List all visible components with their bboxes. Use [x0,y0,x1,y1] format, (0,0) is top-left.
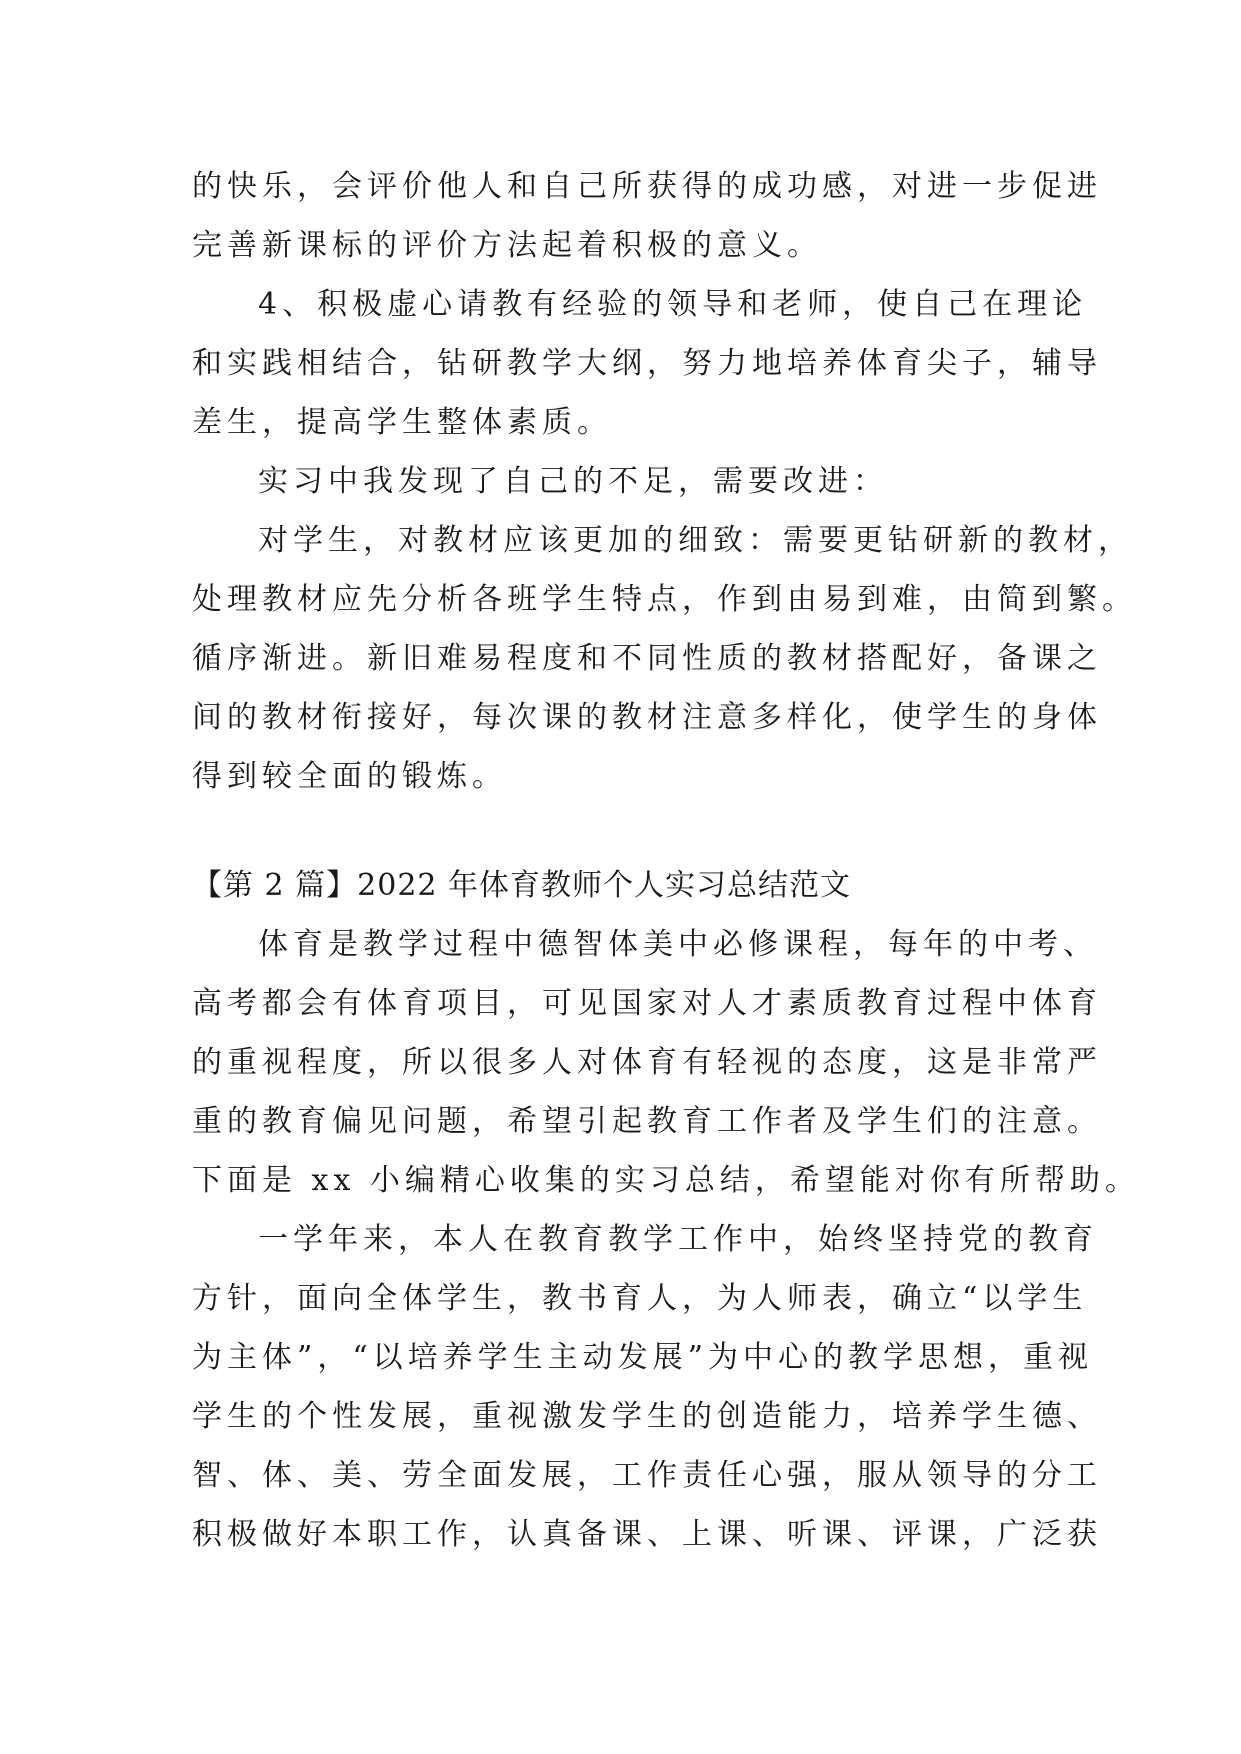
paragraph-line: 和实践相结合，钻研教学大纲，努力地培养体育尖子，辅导 [192,346,1102,381]
paragraph-line: 重的教育偏见问题，希望引起教育工作者及学生们的注意。 [192,1104,1102,1139]
paragraph-line: 方针，面向全体学生，教书育人，为人师表，确立“以学生 [192,1281,1088,1316]
paragraph-line: 体育是教学过程中德智体美中必修课程，每年的中考、 [258,927,1098,962]
paragraph-line: 完善新课标的评价方法起着积极的意义。 [192,228,822,263]
paragraph-line: 4、积极虚心请教有经验的领导和老师，使自己在理论 [258,287,1088,322]
paragraph-line: 处理教材应先分析各班学生特点，作到由易到难，由简到繁。 [192,582,1137,617]
paragraph-line: 间的教材衔接好，每次课的教材注意多样化，使学生的身体 [192,700,1102,735]
paragraph-line: 智、体、美、劳全面发展，工作责任心强，服从领导的分工 [192,1458,1102,1493]
paragraph-line: 实习中我发现了自己的不足，需要改进： [258,464,888,499]
paragraph-line: 积极做好本职工作，认真备课、上课、听课、评课，广泛获 [192,1517,1102,1552]
paragraph-line: 差生，提高学生整体素质。 [192,405,612,440]
paragraph-line: 一学年来，本人在教育教学工作中，始终坚持党的教育 [258,1222,1098,1257]
paragraph-line: 的快乐，会评价他人和自己所获得的成功感，对进一步促进 [192,169,1102,204]
paragraph-line: 对学生，对教材应该更加的细致：需要更钻研新的教材， [258,523,1133,558]
paragraph-line: 循序渐进。新旧难易程度和不同性质的教材搭配好，备课之 [192,641,1102,676]
paragraph-line: 高考都会有体育项目，可见国家对人才素质教育过程中体育 [192,986,1102,1021]
section-heading: 【第 2 篇】2022 年体育教师个人实习总结范文 [192,868,852,903]
paragraph-line: 为主体”，“以培养学生主动发展”为中心的教学思想，重视 [192,1340,1094,1375]
paragraph-line: 的重视程度，所以很多人对体育有轻视的态度，这是非常严 [192,1045,1102,1080]
paragraph-line: 学生的个性发展，重视激发学生的创造能力，培养学生德、 [192,1399,1102,1434]
paragraph-line: 下面是 xx 小编精心收集的实习总结，希望能对你有所帮助。 [192,1163,1140,1198]
paragraph-line: 得到较全面的锻炼。 [192,759,507,794]
